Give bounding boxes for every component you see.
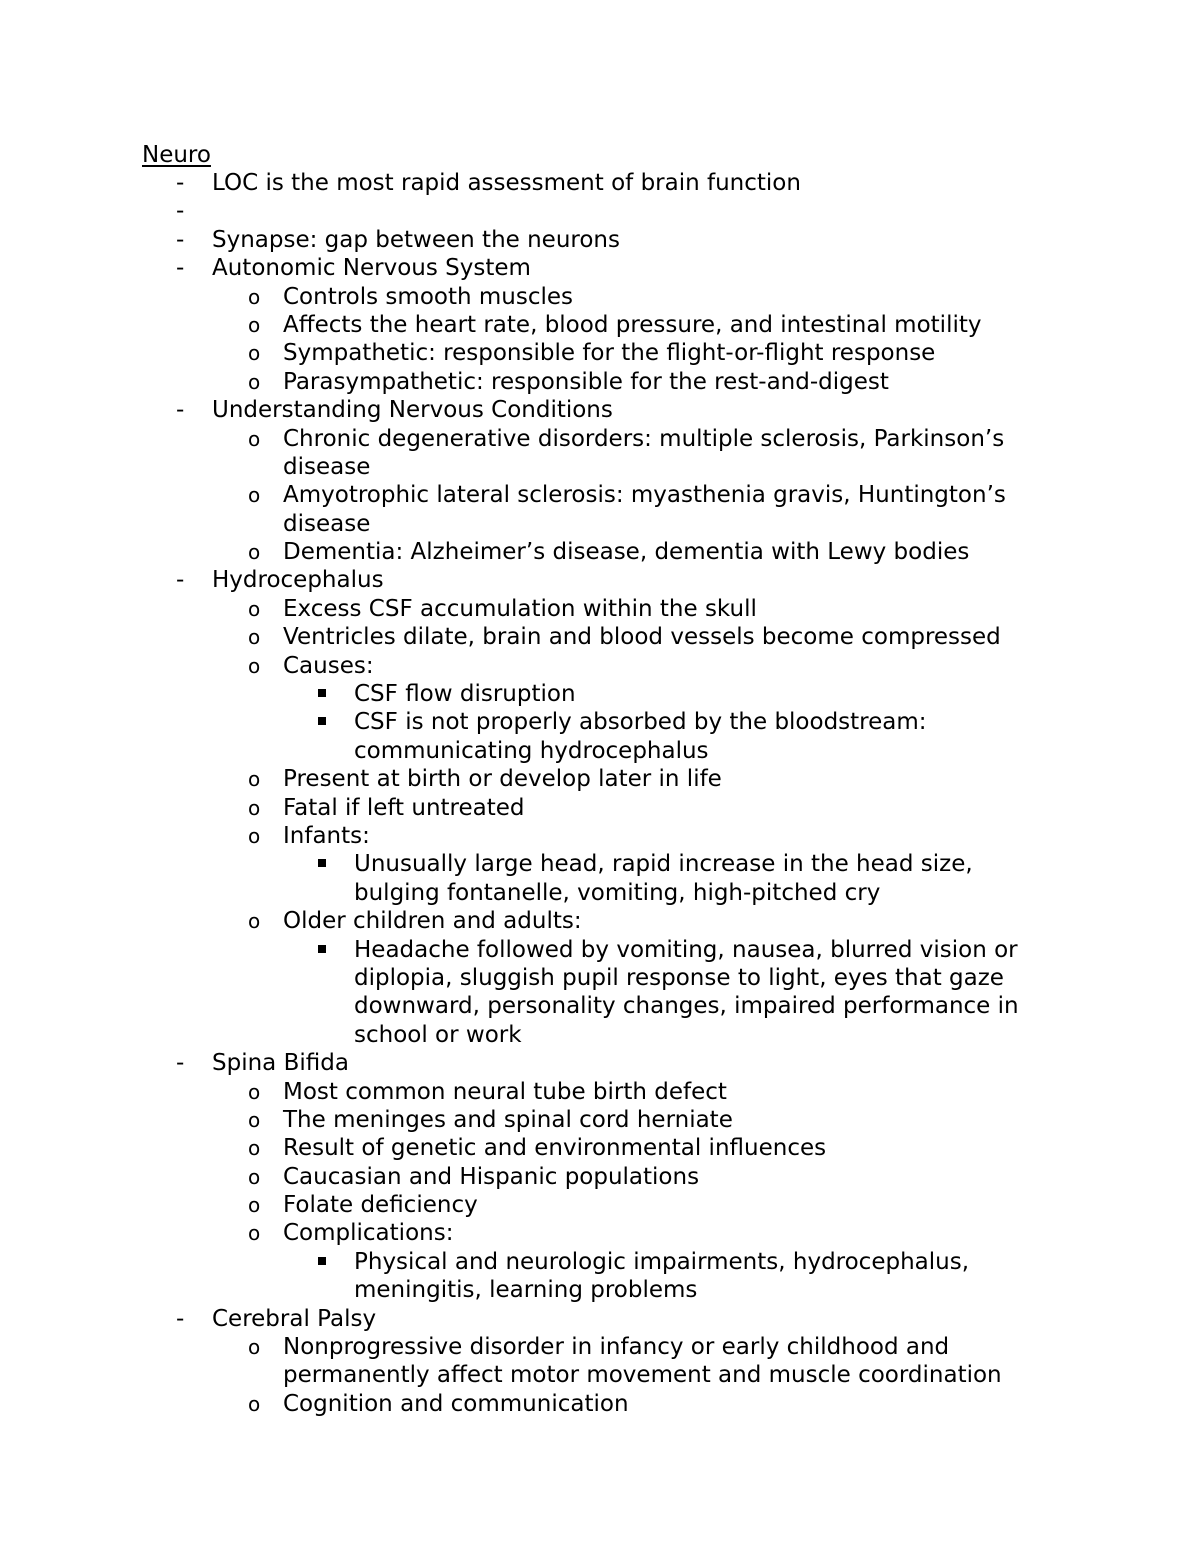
square-bullet-icon [318, 689, 326, 697]
list-item-text: Infants: [283, 822, 370, 849]
list-item [0, 510, 1200, 538]
dash-bullet: - [176, 198, 185, 225]
list-item-text: Older children and adults: [283, 908, 582, 935]
circle-bullet: o [248, 284, 261, 309]
circle-bullet: o [248, 483, 261, 508]
list-item [0, 964, 1200, 992]
list-item-text: school or work [354, 1021, 522, 1048]
circle-bullet: o [248, 909, 261, 934]
list-item [0, 936, 1200, 964]
circle-bullet: o [248, 596, 261, 621]
list-item [0, 283, 1200, 311]
list-item [0, 822, 1200, 850]
circle-bullet: o [248, 1136, 261, 1161]
square-bullet-icon [318, 1257, 326, 1265]
list-item [0, 1134, 1200, 1162]
list-item-text: Causes: [283, 652, 374, 679]
list-item-text: LOC is the most rapid assessment of brain function [212, 170, 801, 196]
list-item [0, 169, 1200, 197]
list-item [0, 1049, 1200, 1077]
list-item [0, 907, 1200, 935]
list-item [0, 1106, 1200, 1134]
list-item [0, 311, 1200, 339]
list-item [0, 425, 1200, 453]
list-item [0, 708, 1200, 736]
list-item-text: Unusually large head, rapid increase in the head size, [354, 851, 973, 878]
list-item-text: Hydrocephalus [212, 567, 384, 594]
list-item [0, 538, 1200, 566]
list-item [0, 1305, 1200, 1333]
list-item-text: Most common neural tube birth defect [283, 1078, 727, 1105]
circle-bullet: o [248, 625, 261, 650]
list-item-text: Chronic degenerative disorders: multiple sclerosis, Parkinson’s [283, 425, 1005, 452]
list-item-text: Caucasian and Hispanic populations [283, 1163, 700, 1190]
dash-bullet: - [176, 226, 185, 253]
list-item [0, 339, 1200, 367]
dash-bullet: - [176, 1305, 185, 1332]
circle-bullet: o [248, 426, 261, 451]
list-item [0, 879, 1200, 907]
circle-bullet: o [248, 1221, 261, 1246]
circle-bullet: o [248, 1107, 261, 1132]
circle-bullet: o [248, 823, 261, 848]
circle-bullet: o [248, 1335, 261, 1360]
list-item-text: meningitis, learning problems [354, 1277, 698, 1304]
list-item-text: Complications: [283, 1220, 454, 1247]
list-item-text: Headache followed by vomiting, nausea, blurred vision or [354, 936, 1018, 963]
list-item [0, 1078, 1200, 1106]
list-item [0, 1219, 1200, 1247]
list-item-text: Cognition and communication [283, 1390, 629, 1417]
circle-bullet: o [248, 653, 261, 678]
list-item-text: Ventricles dilate, brain and blood vessels become compressed [283, 624, 1001, 651]
circle-bullet: o [248, 540, 261, 565]
circle-bullet: o [248, 1391, 261, 1416]
list-item [0, 765, 1200, 793]
list-item-text: Synapse: gap between the neurons [212, 226, 620, 253]
list-item-text: Autonomic Nervous System [212, 255, 531, 282]
list-item [0, 1333, 1200, 1361]
list-item-text: Fatal if left untreated [283, 794, 525, 821]
list-item-text: Affects the heart rate, blood pressure, and intestinal motility [283, 311, 982, 338]
list-item-text: Understanding Nervous Conditions [212, 397, 613, 424]
list-item [0, 368, 1200, 396]
list-item [0, 794, 1200, 822]
circle-bullet: o [248, 1079, 261, 1104]
list-item [0, 623, 1200, 651]
list-item [0, 254, 1200, 282]
list-item-text: Parasympathetic: responsible for the rest-and-digest [283, 368, 889, 395]
list-item [0, 1361, 1200, 1389]
list-item-text: Cerebral Palsy [212, 1305, 377, 1332]
list-item [0, 396, 1200, 424]
list-item-text: CSF is not properly absorbed by the bloodstream: [354, 709, 927, 736]
circle-bullet: o [248, 312, 261, 337]
dash-bullet: - [176, 1050, 185, 1077]
list-item [0, 1191, 1200, 1219]
list-item-text: downward, personality changes, impaired performance in [354, 993, 1019, 1020]
list-item-text: Physical and neurologic impairments, hydrocephalus, [354, 1248, 970, 1275]
list-item [0, 1276, 1200, 1304]
list-item [0, 1248, 1200, 1276]
circle-bullet: o [248, 795, 261, 820]
list-item-text: Dementia: Alzheimer’s disease, dementia with Lewy bodies [283, 539, 970, 566]
list-item-text: Folate deficiency [283, 1192, 478, 1219]
list-item-text: Excess CSF accumulation within the skull [283, 595, 757, 622]
list-item [0, 566, 1200, 594]
page-title: Neuro [142, 142, 211, 168]
list-item-text: Present at birth or develop later in life [283, 766, 722, 793]
square-bullet-icon [318, 945, 326, 953]
list-item-text: bulging fontanelle, vomiting, high-pitched cry [354, 879, 881, 906]
dash-bullet: - [176, 255, 185, 282]
list-item [0, 1163, 1200, 1191]
circle-bullet: o [248, 341, 261, 366]
list-item-text: CSF flow disruption [354, 681, 576, 708]
list-item-text: Controls smooth muscles [283, 283, 574, 310]
circle-bullet: o [248, 369, 261, 394]
list-item [0, 197, 1200, 225]
list-item-text: Spina Bifida [212, 1050, 349, 1077]
dash-bullet: - [176, 170, 185, 196]
list-item-text: The meninges and spinal cord herniate [283, 1106, 733, 1133]
circle-bullet: o [248, 1193, 261, 1218]
square-bullet-icon [318, 859, 326, 867]
list-item [0, 595, 1200, 623]
list-item-text: communicating hydrocephalus [354, 737, 709, 764]
list-item [0, 453, 1200, 481]
list-item [0, 680, 1200, 708]
list-item [0, 226, 1200, 254]
list-item-text: disease [283, 510, 371, 537]
circle-bullet: o [248, 1164, 261, 1189]
square-bullet-icon [318, 717, 326, 725]
list-item-text: diplopia, sluggish pupil response to light, eyes that gaze [354, 964, 1004, 991]
bullet-list [0, 169, 1200, 1418]
list-item-text: Sympathetic: responsible for the flight-or-flight response [283, 340, 936, 367]
dash-bullet: - [176, 397, 185, 424]
list-item-text: permanently affect motor movement and muscle coordination [283, 1362, 1002, 1389]
circle-bullet: o [248, 767, 261, 792]
list-item-text: Nonprogressive disorder in infancy or early childhood and [283, 1334, 950, 1361]
list-item [0, 737, 1200, 765]
list-item-text: Result of genetic and environmental influences [283, 1135, 827, 1162]
dash-bullet: - [176, 567, 185, 594]
list-item [0, 652, 1200, 680]
list-item [0, 1390, 1200, 1418]
list-item-text: disease [283, 453, 371, 480]
list-item [0, 481, 1200, 509]
list-item [0, 850, 1200, 878]
list-item [0, 992, 1200, 1020]
list-item [0, 1021, 1200, 1049]
list-item-text: Amyotrophic lateral sclerosis: myasthenia gravis, Huntington’s [283, 482, 1006, 509]
